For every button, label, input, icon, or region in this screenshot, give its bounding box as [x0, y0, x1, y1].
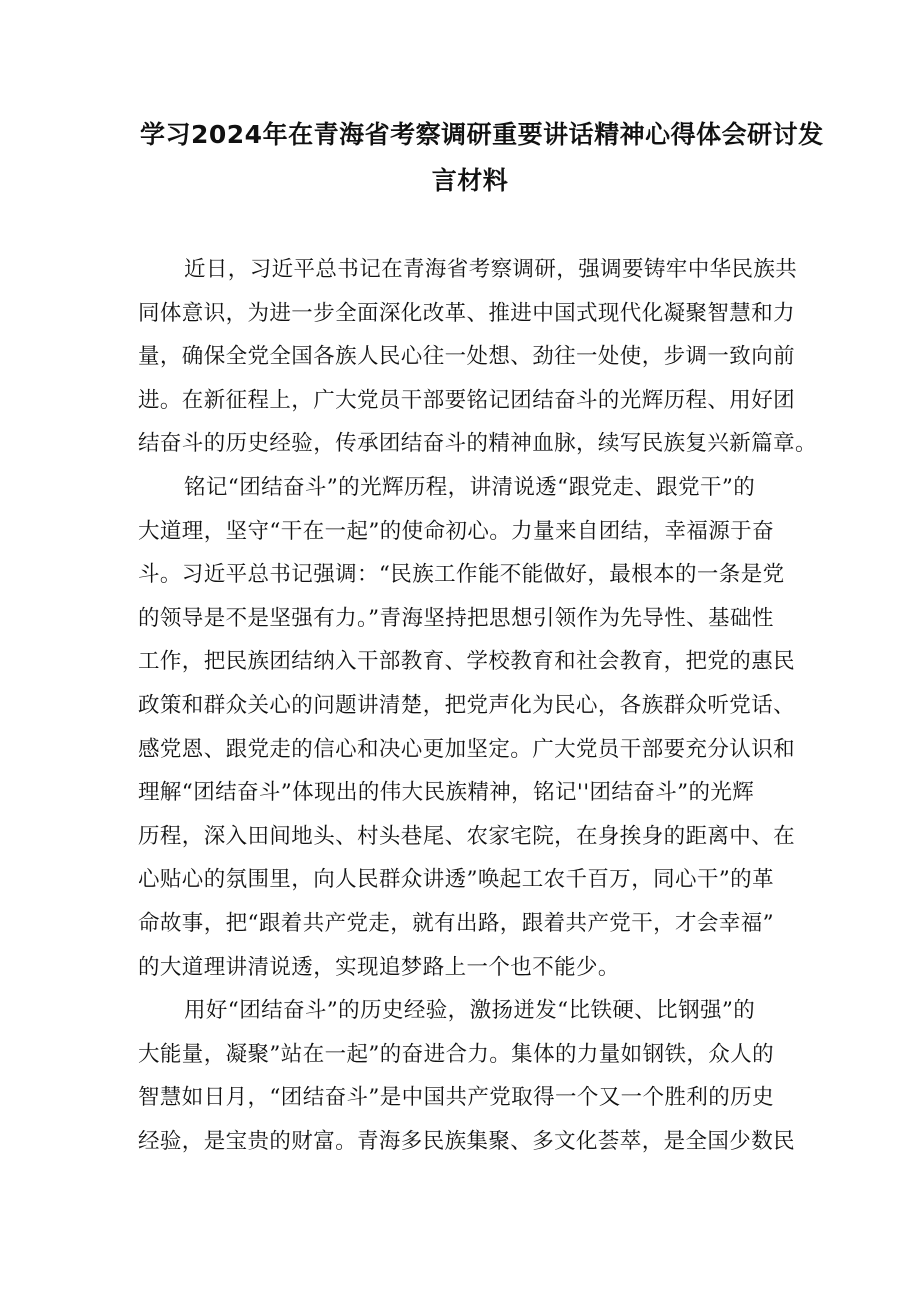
text-line: 的领导是不是坚强有力。”青海坚持把思想引领作为先导性、基础性 — [138, 605, 774, 631]
text-line: 智慧如日月，“团结奋斗”是中国共产党取得一个又一个胜利的历史 — [138, 1085, 774, 1111]
text-line: 进。在新征程上，广大党员干部要铭记团结奋斗的光辉历程、用好团 — [138, 387, 796, 413]
text-line: 铭记“团结奋斗”的光辉历程，讲清说透“跟党走、跟党干”的 — [184, 474, 756, 500]
text-line: 历程，深入田间地头、村头巷尾、农家宅院，在身挨身的距离中、在 — [138, 823, 796, 849]
text-line: 同体意识，为进一步全面深化改革、推进中国式现代化凝聚智慧和力 — [138, 300, 796, 326]
paragraph-3 — [138, 989, 796, 1163]
document-body — [138, 248, 817, 1163]
text-line: 大道理，坚守“干在一起”的使命初心。力量来自团结，幸福源于奋 — [138, 518, 774, 544]
document-title — [140, 112, 824, 204]
paragraph-2 — [138, 466, 796, 989]
title-line: 学习2024年在青海省考察调研重要讲话精神心得体会研讨发 — [140, 120, 824, 149]
text-line: 大能量，凝聚”站在一起”的奋进合力。集体的力量如钢铁，众人的 — [138, 1041, 774, 1067]
text-line: 的大道理讲清说透，实现追梦路上一个也不能少。 — [138, 954, 620, 980]
text-line: 工作，把民族团结纳入干部教育、学校教育和社会教育，把党的惠民 — [138, 649, 796, 675]
text-line: 量，确保全党全国各族人民心往一处想、劲往一处使，步调一致向前 — [138, 344, 796, 370]
text-line: 用好“团结奋斗”的历史经验，激扬迸发“比铁硬、比钢强”的 — [184, 998, 756, 1024]
text-line: 斗。习近平总书记强调：“民族工作能不能做好，最根本的一条是党 — [138, 562, 785, 588]
text-line: 政策和群众关心的问题讲清楚，把党声化为民心，各族群众听党话、 — [138, 692, 796, 718]
text-line: 感党恩、跟党走的信心和决心更加坚定。广大党员干部要充分认识和 — [138, 736, 796, 762]
text-line: 近日，习近平总书记在青海省考察调研，强调要铸牢中华民族共 — [184, 257, 798, 282]
text-line: 心贴心的氛围里，向人民群众讲透”唤起工农千百万，同心干”的革 — [138, 867, 774, 893]
text-line: 理解“团结奋斗”体现出的伟大民族精神，铭记''团结奋斗”的光辉 — [138, 780, 755, 806]
text-line: 结奋斗的历史经验，传承团结奋斗的精神血脉，续写民族复兴新篇章。 — [138, 431, 817, 457]
text-line: 经验，是宝贵的财富。青海多民族集聚、多文化荟萃，是全国少数民 — [138, 1128, 796, 1154]
text-line: 命故事，把“跟着共产党走，就有出路，跟着共产党干，才会幸福” — [138, 910, 774, 936]
title-line: 言材料 — [431, 166, 509, 195]
paragraph-1 — [138, 248, 817, 466]
